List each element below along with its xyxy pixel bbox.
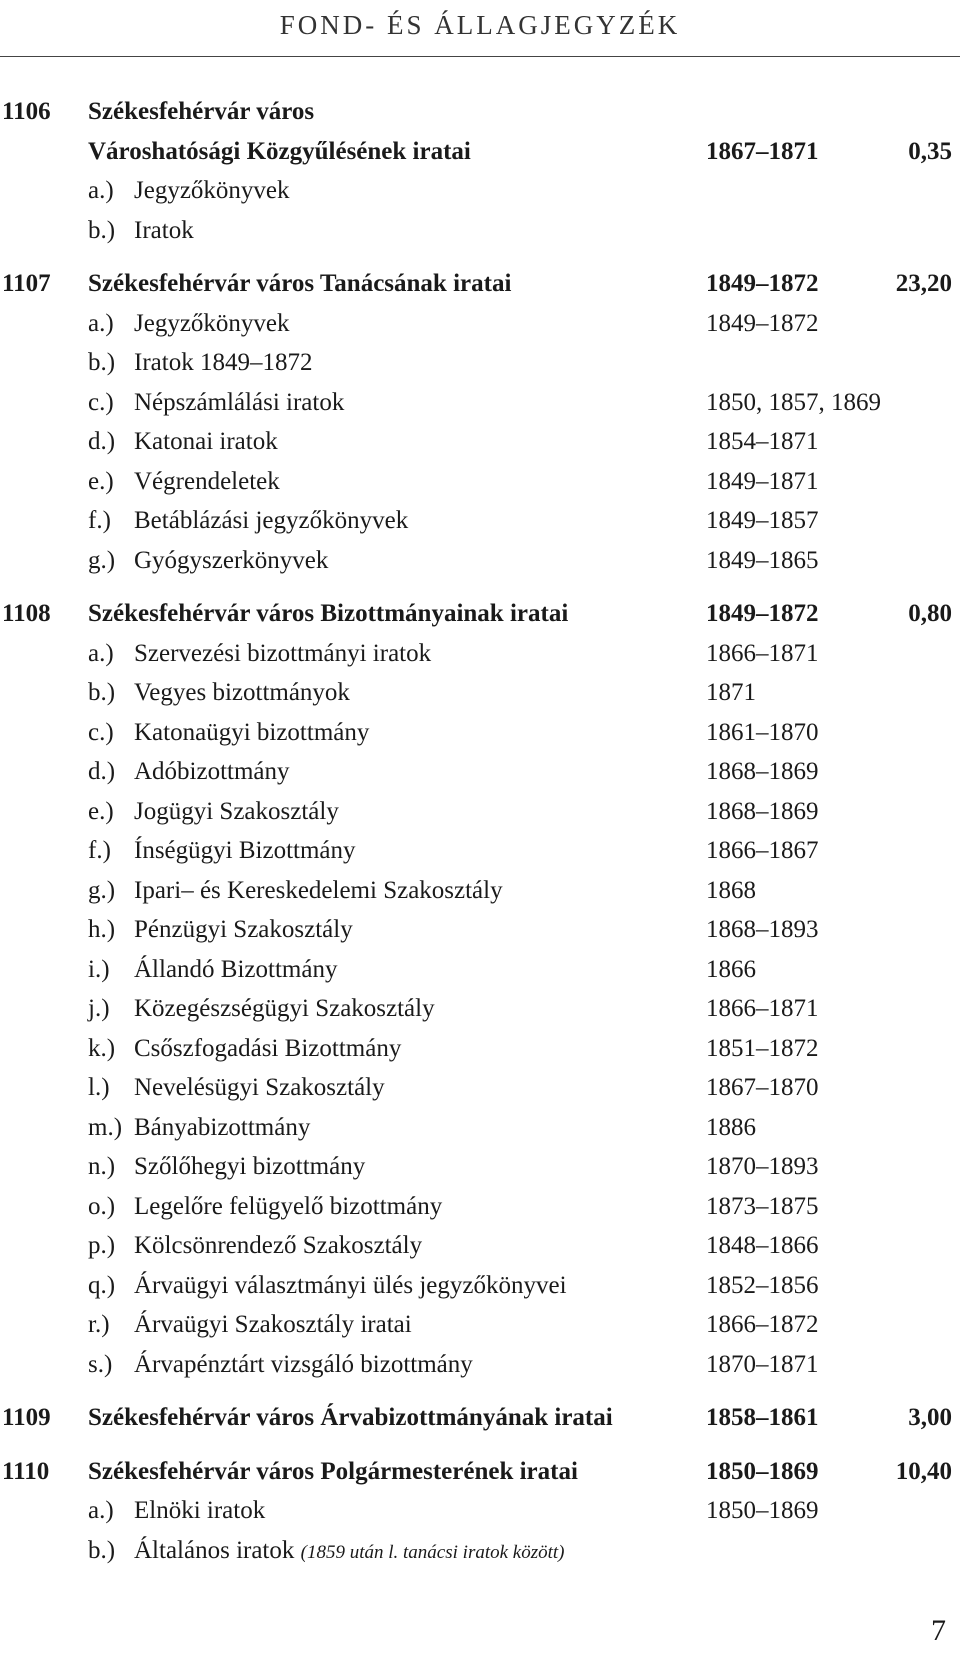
sub-item-letter: a.) [88, 177, 114, 204]
sub-item-label-wrap [134, 713, 369, 753]
sub-item-row [0, 752, 960, 792]
sub-item-label-wrap [134, 871, 503, 911]
sub-item-label: Állandó Bizottmány [134, 955, 338, 983]
fond-years: 1858–1861 [706, 1404, 819, 1431]
sub-item-row [0, 634, 960, 674]
fond-title-row [0, 1398, 960, 1438]
sub-item-label-wrap [134, 501, 408, 541]
sub-item-years: 1886 [706, 1113, 756, 1141]
sub-item-row [0, 831, 960, 871]
sub-item-row [0, 383, 960, 423]
sub-item-row [0, 343, 960, 383]
sub-item-label-wrap [134, 462, 280, 502]
sub-item-years: 1849–1857 [706, 507, 819, 534]
sub-item-years: 1849–1872 [706, 309, 819, 337]
sub-item-row [0, 673, 960, 713]
sub-item-label-wrap [134, 831, 356, 871]
sub-item-years: 1868–1869 [706, 797, 819, 825]
fond-entry [0, 594, 960, 1384]
sub-item-years: 1854–1871 [706, 428, 819, 455]
sub-item-label: Iratok 1849–1872 [134, 349, 313, 376]
sub-item-letter: o.) [88, 1192, 116, 1220]
sub-item-letter: a.) [88, 1497, 114, 1524]
sub-item-label: Árvapénztárt vizsgáló bizottmány [134, 1350, 473, 1378]
sub-item-row [0, 171, 960, 211]
sub-item-label: Katonai iratok [134, 428, 278, 455]
sub-item-label: Legelőre felügyelő bizottmány [134, 1192, 443, 1220]
sub-item-label: Általános iratok [134, 1536, 295, 1564]
sub-item-row [0, 792, 960, 832]
sub-item-letter: m.) [88, 1113, 123, 1141]
sub-item-label: Gyógyszerkönyvek [134, 546, 329, 574]
sub-item-letter: l.) [88, 1074, 110, 1101]
sub-item-label: Népszámlálási iratok [134, 388, 345, 416]
sub-item-years: 1849–1865 [706, 546, 819, 574]
fond-number: 1108 [2, 600, 51, 627]
sub-item-label: Vegyes bizottmányok [134, 679, 350, 706]
fond-number: 1109 [2, 1404, 51, 1431]
sub-item-row [0, 462, 960, 502]
sub-item-row [0, 871, 960, 911]
sub-item-label-wrap [134, 1147, 365, 1187]
sub-item-years: 1851–1872 [706, 1034, 819, 1062]
sub-item-years: 1866–1871 [706, 995, 819, 1022]
sub-item-label: Elnöki iratok [134, 1497, 266, 1524]
sub-item-years: 1866 [706, 955, 756, 983]
sub-item-years: 1861–1870 [706, 718, 819, 746]
sub-item-row [0, 304, 960, 344]
sub-item-years: 1866–1872 [706, 1311, 819, 1338]
fond-entry [0, 92, 960, 250]
fond-title-row [0, 264, 960, 304]
fond-title: Székesfehérvár város Árvabizottmányának iratai [88, 1404, 613, 1431]
fond-title: Székesfehérvár város [88, 98, 315, 125]
sub-item-label-wrap [134, 383, 344, 423]
sub-item-label: Nevelésügyi Szakosztály [134, 1074, 385, 1101]
sub-item-years: 1868 [706, 876, 756, 904]
fond-list [0, 92, 960, 1584]
sub-item-label: Szervezési bizottmányi iratok [134, 639, 432, 667]
sub-item-row [0, 713, 960, 753]
sub-item-letter: f.) [88, 837, 111, 864]
sub-item-years: 1850, 1857, 1869 [706, 388, 881, 416]
fond-entry [0, 264, 960, 580]
fond-size: 0,80 [908, 600, 952, 627]
sub-item-label-wrap [134, 634, 431, 674]
sub-item-label: Csőszfogadási Bizottmány [134, 1034, 402, 1062]
sub-item-years: 1868–1869 [706, 758, 819, 785]
sub-item-letter: k.) [88, 1034, 116, 1062]
sub-item-label-wrap [134, 950, 337, 990]
sub-item-label: Betáblázási jegyzőkönyvek [134, 507, 409, 534]
sub-item-letter: h.) [88, 916, 116, 943]
sub-item-label: Pénzügyi Szakosztály [134, 916, 353, 943]
page-number: 7 [931, 1614, 946, 1647]
sub-item-row [0, 541, 960, 581]
sub-item-label-wrap [134, 1305, 412, 1345]
sub-item-label: Jogügyi Szakosztály [134, 797, 339, 825]
sub-item-row [0, 1305, 960, 1345]
sub-item-label-wrap [134, 541, 328, 581]
fond-title-row [0, 594, 960, 634]
sub-item-label-wrap [134, 1266, 567, 1306]
fond-entry [0, 1452, 960, 1571]
sub-item-label: Árvaügyi választmányi ülés jegyzőkönyvei [134, 1271, 567, 1299]
sub-item-letter: g.) [88, 876, 116, 904]
sub-item-letter: c.) [88, 718, 114, 746]
fond-title: Székesfehérvár város Bizottmányainak iratai [88, 600, 569, 627]
sub-item-letter: i.) [88, 955, 110, 983]
sub-item-row [0, 1491, 960, 1531]
sub-item-letter: p.) [88, 1232, 116, 1259]
sub-item-row [0, 1266, 960, 1306]
sub-item-years: 1848–1866 [706, 1232, 819, 1259]
sub-item-letter: e.) [88, 797, 114, 825]
fond-entry [0, 1398, 960, 1438]
sub-item-label: Bányabizottmány [134, 1113, 311, 1141]
sub-item-letter: a.) [88, 639, 114, 667]
sub-item-label-wrap [134, 422, 278, 462]
sub-item-label-wrap [134, 752, 290, 792]
fond-number: 1110 [2, 1457, 50, 1485]
fond-title-row [0, 1452, 960, 1492]
sub-item-label-wrap [134, 910, 353, 950]
fond-years: 1867–1871 [706, 137, 819, 165]
sub-item-label: Katonaügyi bizottmány [134, 718, 370, 746]
sub-item-letter: d.) [88, 758, 116, 785]
sub-item-label-wrap [134, 343, 312, 383]
sub-item-row [0, 1108, 960, 1148]
sub-item-row [0, 1147, 960, 1187]
fond-years: 1849–1872 [706, 600, 819, 627]
sub-item-label: Szőlőhegyi bizottmány [134, 1153, 366, 1180]
sub-item-label: Kölcsönrendező Szakosztály [134, 1232, 423, 1259]
sub-item-row [0, 910, 960, 950]
fond-title-row [0, 92, 960, 132]
fond-size: 0,35 [908, 137, 952, 165]
sub-item-letter: a.) [88, 309, 114, 337]
sub-item-years: 1870–1893 [706, 1153, 819, 1180]
fond-title: Székesfehérvár város Polgármesterének iratai [88, 1457, 578, 1485]
sub-item-label-wrap [134, 792, 339, 832]
sub-item-row [0, 1029, 960, 1069]
sub-item-label: Árvaügyi Szakosztály iratai [134, 1311, 412, 1338]
sub-item-letter: b.) [88, 349, 116, 376]
sub-item-row [0, 211, 960, 251]
sub-item-row [0, 950, 960, 990]
sub-item-label: Közegészségügyi Szakosztály [134, 995, 435, 1022]
fond-number: 1107 [2, 270, 51, 297]
sub-item-row [0, 1531, 960, 1571]
sub-item-letter: g.) [88, 546, 116, 574]
sub-item-label: Végrendeletek [134, 467, 280, 495]
sub-item-letter: c.) [88, 388, 114, 416]
fond-years: 1849–1872 [706, 270, 819, 297]
sub-item-label-wrap [134, 1187, 442, 1227]
sub-item-years: 1867–1870 [706, 1074, 819, 1101]
sub-item-row [0, 1068, 960, 1108]
sub-item-years: 1873–1875 [706, 1192, 819, 1220]
fond-title: Városhatósági Közgyűlésének iratai [88, 137, 471, 165]
sub-item-label: Ipari– és Kereskedelemi Szakosztály [134, 876, 503, 904]
sub-item-label: Adóbizottmány [134, 758, 290, 785]
sub-item-label-wrap [134, 304, 290, 344]
sub-item-label: Jegyzőkönyvek [134, 309, 290, 337]
sub-item-label-wrap [134, 1531, 565, 1573]
fond-years: 1850–1869 [706, 1457, 819, 1485]
sub-item-letter: s.) [88, 1350, 113, 1378]
sub-item-label-wrap [134, 1029, 401, 1069]
sub-item-label-wrap [134, 1108, 310, 1148]
page-header: FOND- ÉS ÁLLAGJEGYZÉK [279, 10, 681, 40]
sub-item-row [0, 989, 960, 1029]
sub-item-years: 1871 [706, 679, 756, 706]
fond-size: 10,40 [895, 1457, 952, 1485]
sub-item-label-wrap [134, 211, 194, 251]
sub-item-row [0, 1226, 960, 1266]
header-rule [0, 56, 960, 57]
sub-item-letter: q.) [88, 1271, 116, 1299]
sub-item-years: 1852–1856 [706, 1271, 819, 1299]
sub-item-letter: f.) [88, 507, 111, 534]
sub-item-letter: r.) [88, 1311, 110, 1338]
sub-item-note: (1859 után l. tanácsi iratok között) [300, 1541, 565, 1563]
sub-item-years: 1866–1871 [706, 639, 819, 667]
sub-item-label-wrap [134, 171, 290, 211]
sub-item-label: Iratok [134, 216, 194, 244]
sub-item-letter: j.) [88, 995, 110, 1022]
sub-item-label-wrap [134, 673, 350, 713]
sub-item-row [0, 1345, 960, 1385]
sub-item-letter: b.) [88, 679, 116, 706]
fond-size: 23,20 [895, 270, 952, 297]
sub-item-row [0, 501, 960, 541]
sub-item-label-wrap [134, 1068, 385, 1108]
sub-item-label: Ínségügyi Bizottmány [134, 837, 356, 864]
sub-item-label: Jegyzőkönyvek [134, 177, 290, 204]
sub-item-label-wrap [134, 1491, 265, 1531]
sub-item-years: 1870–1871 [706, 1350, 819, 1378]
sub-item-label-wrap [134, 989, 435, 1029]
fond-title-row [0, 132, 960, 172]
sub-item-letter: e.) [88, 467, 114, 495]
sub-item-years: 1866–1867 [706, 837, 819, 864]
sub-item-letter: b.) [88, 1536, 116, 1564]
fond-size: 3,00 [908, 1404, 952, 1431]
sub-item-years: 1849–1871 [706, 467, 819, 495]
sub-item-row [0, 422, 960, 462]
fond-number: 1106 [2, 98, 51, 125]
fond-title: Székesfehérvár város Tanácsának iratai [88, 270, 512, 297]
sub-item-letter: d.) [88, 428, 116, 455]
sub-item-row [0, 1187, 960, 1227]
sub-item-years: 1850–1869 [706, 1497, 819, 1524]
sub-item-letter: b.) [88, 216, 116, 244]
sub-item-letter: n.) [88, 1153, 116, 1180]
sub-item-years: 1868–1893 [706, 916, 819, 943]
sub-item-label-wrap [134, 1226, 422, 1266]
sub-item-label-wrap [134, 1345, 473, 1385]
